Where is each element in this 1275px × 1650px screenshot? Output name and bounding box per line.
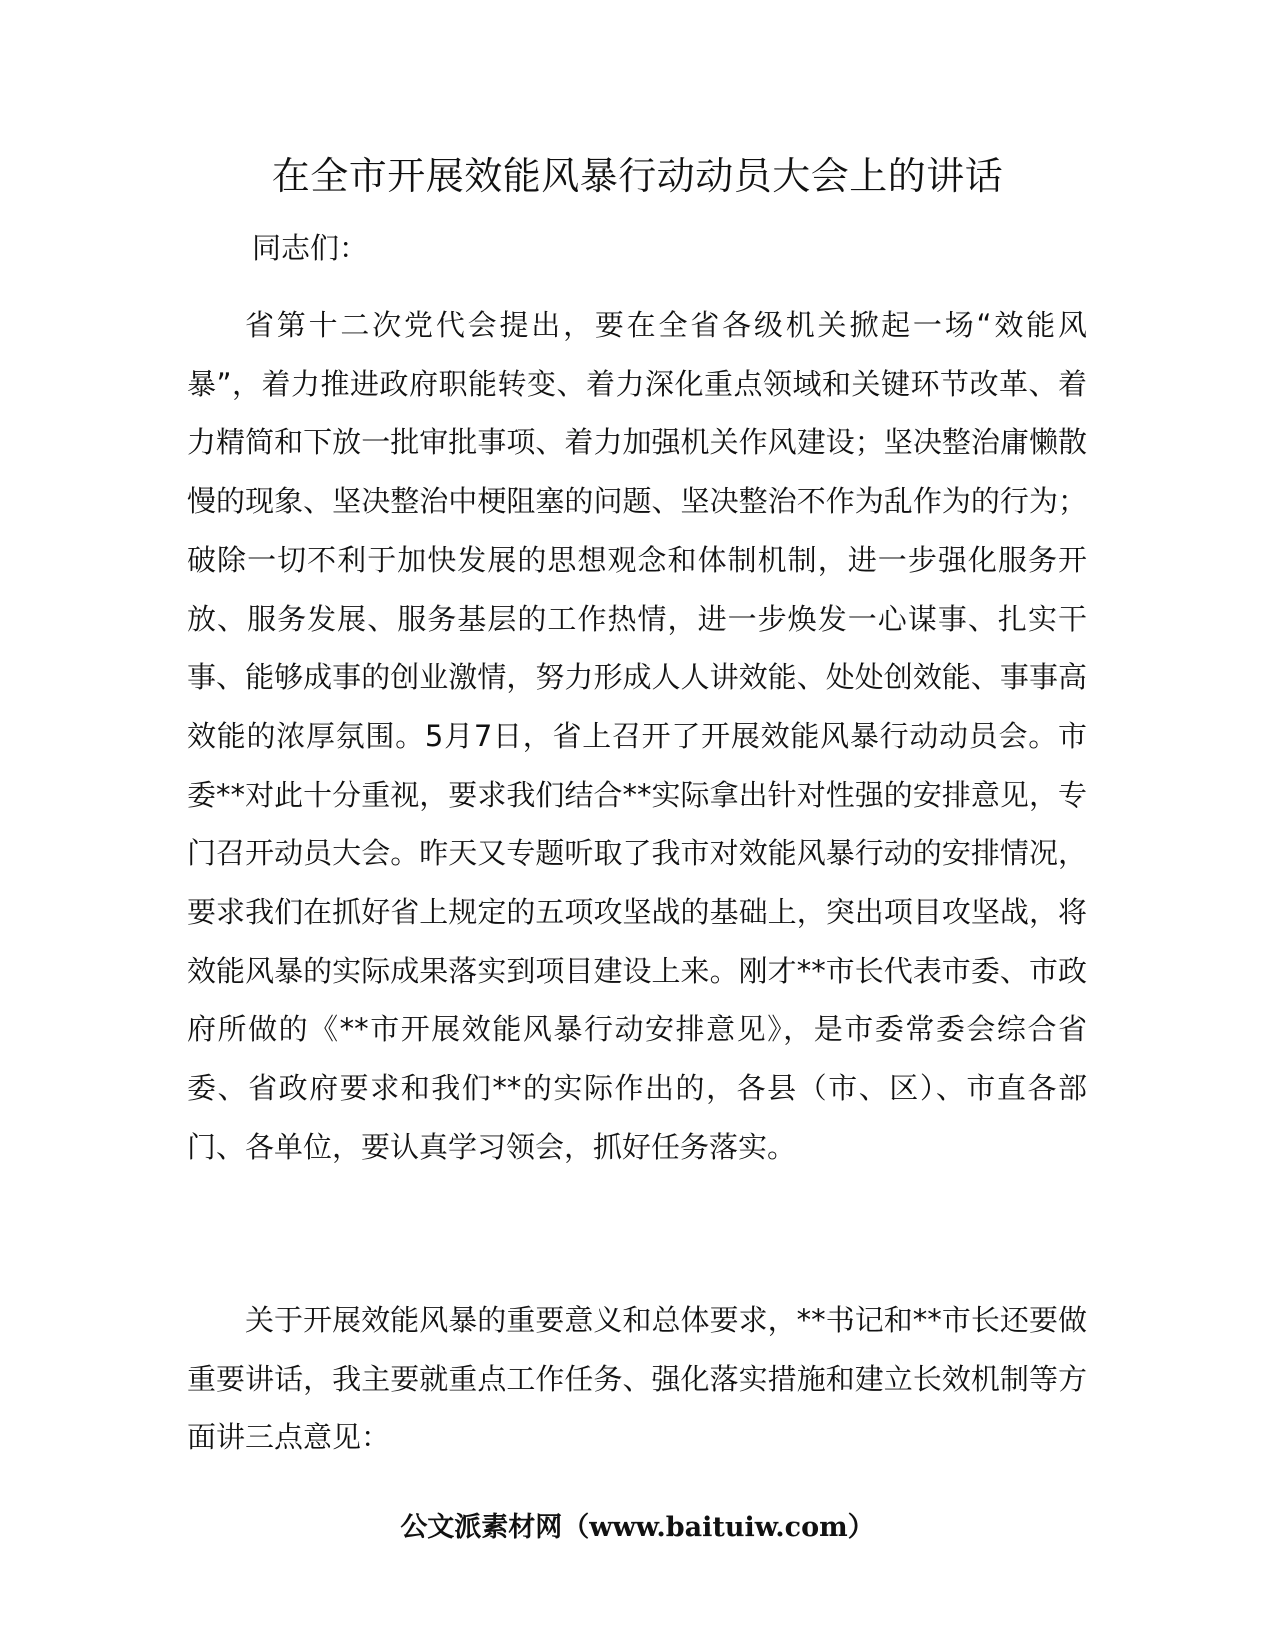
document-title: 在全市开展效能风暴行动动员大会上的讲话 <box>271 154 1004 198</box>
footer-watermark: 公文派素材网（www.baituiw.com） <box>400 1512 875 1543</box>
body-paragraph: 关于开展效能风暴的重要意义和总体要求，**书记和**市长还要做重要讲话，我主要就重点工作任务、强化落实措施和建立长效机制等方面讲三点意见： <box>187 1303 1087 1455</box>
salutation: 同志们： <box>252 231 369 265</box>
body-paragraph: 省第十二次党代会提出，要在全省各级机关掀起一场“效能风暴”，着力推进政府职能转变、着力深化重点领域和关键环节改革、着力精简和下放一批审批事项、着力加强机关作风建设；坚决整治庸懒散慢的现象、坚决整治中梗阻塞的问题、坚决整治不作为乱作为的行为；破除一切不利于加快发展的思想观念和体制机制，进一步强化服务开放、服务发展、服务基层的工作热情，进一步焕发一心谋事、扎实干事、能够成事的创业激情，努力形成人人讲效能、处处创效能、事事高效能的浓厚氛围。5月7日，省上召开了开展效能风暴行动动员会。市委**对此十分重视，要求我们结合**实际拿出针对性强的安排意见，专门召开动员大会。昨天又专题听取了我市对效能风暴行动的安排情况，要求我们在抓好省上规定的五项攻坚战的基础上，突出项目攻坚战，将效能风暴的实际成果落实到项目建设上来。刚才**市长代表市委、市政府所做的《**市开展效能风暴行动安排意见》，是市委常委会综合省委、省政府要求和我们**的实际作出的，各县（市、区）、市直各部门、各单位，要认真学习领会，抓好任务落实。 <box>187 308 1087 1164</box>
